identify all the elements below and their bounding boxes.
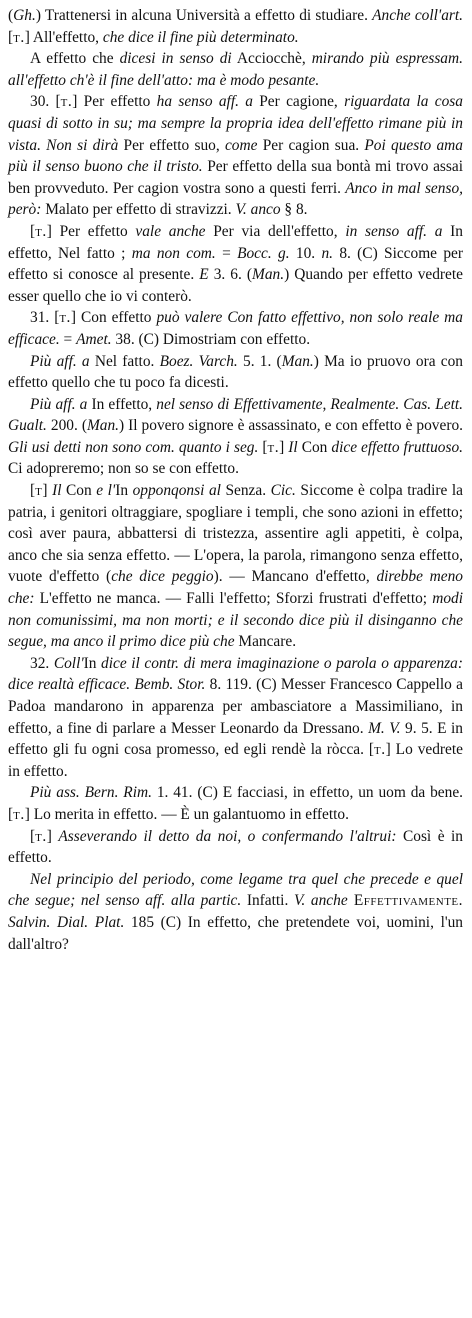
text-run: [ — [8, 28, 14, 46]
text-run: ] — [46, 827, 59, 845]
text-run: riguardata la cosa quasi di sotto in su; ma sempre la propria idea dell'effetto rimane più in vista. Non si dirà — [8, 93, 463, 154]
text-run: ] Lo merita in effetto. — È un galantuomo in effetto. — [24, 805, 349, 823]
text-run: A effetto che — [30, 50, 120, 68]
text-run: t. — [267, 438, 280, 456]
text-run: Acciocchè, — [231, 50, 312, 68]
entry-paragraph-p9 — [8, 653, 463, 783]
text-run: Mancare. — [234, 633, 297, 651]
text-run: t. — [35, 222, 47, 240]
entry-paragraph-p3 — [8, 91, 463, 221]
entry-paragraph-p8 — [8, 480, 463, 653]
text-run: = — [59, 330, 77, 348]
text-run: Per via dell'effetto, — [205, 222, 346, 240]
text-run: t. — [13, 28, 25, 46]
text-run: vale anche — [135, 222, 206, 240]
text-run: Infatti. — [241, 892, 294, 910]
text-run: in senso aff. a — [345, 222, 443, 240]
text-run: ( — [8, 7, 14, 24]
text-run: 32. — [30, 654, 54, 672]
text-run: dice effetto fruttuoso. — [331, 438, 463, 456]
entry-paragraph-p2 — [8, 48, 463, 91]
text-run: Asseverando il detto da noi, o confermando l'altrui: — [58, 827, 397, 845]
text-run: t. — [374, 741, 386, 759]
text-run: ] All'effetto, — [24, 28, 103, 46]
text-run: ) Trattenersi in alcuna Università a effetto di studiare. — [35, 7, 373, 24]
text-run: Cic. — [270, 482, 296, 500]
text-run: dicesi in senso di — [119, 50, 232, 68]
text-run: In effetto, — [87, 395, 157, 413]
text-run: [ — [30, 827, 36, 845]
text-run: Gh. — [13, 7, 36, 24]
text-run: direbbe meno che: — [8, 568, 463, 608]
text-run: come — [224, 136, 258, 154]
text-run: 8. (C) Siccome per effetto si conosce al presente. — [8, 244, 463, 284]
text-run: n. — [321, 244, 333, 262]
text-run: Per cagion sua. — [257, 136, 365, 154]
text-run: Siccome è colpa tradire la patria, i genitori oltraggiare, spogliare i templi, che sono azioni in effetto; così aver paura, abbattersi di tristezza, assentire agli appetiti, è colpa, anco che sia senza effetto. — L'opera, la parola, rimangono senza effetto, vuote d'effetto ( — [8, 482, 464, 586]
text-run: [ — [30, 482, 36, 500]
text-run: Per cagione, — [252, 93, 345, 111]
text-run: [ — [30, 222, 36, 240]
entry-paragraph-p12 — [8, 869, 463, 955]
text-run: Più ass. Bern. Rim. — [30, 784, 152, 802]
text-run: ) Ma io pruovo ora con effetto quello che tu poco fa dicesti. — [8, 352, 463, 392]
entry-paragraph-p5 — [8, 307, 463, 350]
text-run: ) Il povero signore è assassinato, e con effetto è povero. — [119, 417, 463, 435]
text-run: t. — [13, 805, 25, 823]
text-run: modi non comunissimi, ma non morti; e il secondo dice più il disinganno che segue, ma anco il primo dice più che — [8, 590, 463, 651]
text-run: In — [115, 482, 133, 500]
text-run: [ — [258, 438, 268, 456]
text-run: Man. — [86, 417, 120, 435]
text-run: mirando più espressam. all'effetto ch'è il fine dell'atto: ma è modo pesante. — [8, 50, 463, 89]
text-run: ] Per effetto — [46, 222, 136, 240]
text-run: Ci adopreremo; non so se con effetto. — [8, 460, 239, 478]
text-run: che dice il fine più determinato. — [102, 28, 299, 46]
text-run: Effettivamente. — [347, 892, 463, 910]
text-run: ha senso aff. a — [156, 93, 253, 111]
text-run: 185 (C) In effetto, che pretendete voi, uomini, l'un dall'altro? — [8, 913, 464, 953]
text-run: § 8. — [280, 201, 308, 219]
text-run: Nel principio del periodo, come legame tra quel che precede e quel che segue; nel senso aff. alla partic. — [8, 870, 463, 910]
text-run: ] Con effetto — [70, 309, 157, 327]
text-run: In effetto, Nel fatto ; — [8, 222, 463, 262]
text-run: ] Lo vedrete in effetto. — [8, 741, 463, 780]
text-run: t. — [35, 827, 47, 845]
text-run: t. — [59, 309, 71, 327]
text-run: Nel fatto. — [89, 352, 160, 370]
text-run: Boez. Varch. — [159, 352, 238, 370]
text-run: Salvin. Dial. Plat. — [8, 913, 125, 931]
text-run: 31. [ — [30, 309, 60, 327]
text-run: V. anco — [235, 201, 281, 219]
text-run: dice il contr. di mera imaginazione o parola o apparenza: dice realtà efficace. Bemb. Stor. — [8, 654, 463, 694]
text-run: ). — Mancano d'effetto, — [213, 568, 377, 586]
entry-paragraph-p11 — [8, 826, 463, 869]
text-run: Il — [288, 438, 298, 456]
text-run: opponqonsi al — [132, 482, 221, 500]
text-run: In — [83, 654, 102, 672]
text-run: t — [35, 482, 43, 500]
text-run: 1. 41. (C) E facciasi, in effetto, un uom da bene. [ — [8, 784, 463, 823]
text-run: e l' — [96, 482, 116, 500]
text-run: ] — [279, 438, 289, 456]
text-run: Il — [52, 482, 62, 500]
text-run: 10. — [289, 244, 322, 262]
text-run: ] — [42, 482, 53, 500]
text-run: 9. 5. E in effetto gli fu ogni cosa promesso, ed egli rendè la ròcca. [ — [8, 719, 463, 759]
text-run: V. anche — [293, 892, 348, 910]
text-run: Più aff. a — [30, 352, 90, 370]
text-run: Gli usi detti non sono com. quanto i seg. — [8, 438, 259, 456]
text-run: M. V. — [368, 719, 401, 737]
text-run: L'effetto ne manca. — Falli l'effetto; Sforzi frustrati d'effetto; — [34, 590, 433, 608]
text-run: Bocc. g. — [237, 244, 290, 262]
text-run: ) Quando per effetto vedrete esser quello che io vi conterò. — [8, 266, 463, 305]
text-run: Anche coll'art. — [372, 7, 463, 24]
text-run: ma non com. — [131, 244, 216, 262]
text-run: 8. 119. (C) Messer Francesco Cappello a Padoa mandarono in apparenza per ambasciatore a Massimiliano, in effetto, a fine di parlare a Messer Leonardo da Dressano. — [8, 676, 463, 737]
text-run: che dice peggio — [111, 568, 214, 586]
text-run: Per effetto suo, — [118, 136, 225, 154]
entry-paragraph-p4 — [8, 221, 463, 307]
text-run: Con — [61, 482, 97, 500]
text-run: = — [215, 244, 238, 262]
text-run: Man. — [281, 352, 314, 370]
text-run: Più aff. a — [30, 395, 88, 413]
text-run: 38. (C) Dimostriam con effetto. — [111, 330, 311, 348]
text-run: Coll' — [53, 654, 84, 672]
text-run: Anco in mal senso, però: — [8, 179, 463, 219]
text-run: nel senso di Effettivamente, Realmente. Cas. Lett. Gualt. — [8, 395, 464, 435]
text-run: ] Per effetto — [72, 93, 157, 111]
text-run: 5. 1. ( — [237, 352, 282, 370]
entry-paragraph-p6 — [8, 351, 463, 394]
text-run: Man. — [252, 266, 285, 284]
text-run: Senza. — [220, 482, 271, 500]
text-run: Per effetto della sua bontà mi trovo assai ben provveduto. Per cagion vostra sono a questi ferri. — [8, 158, 463, 197]
text-run: può valere Con fatto effettivo, non solo reale ma efficace. — [8, 309, 463, 348]
text-run: Così è in effetto. — [8, 827, 463, 867]
text-run: 200. ( — [46, 417, 87, 435]
text-run: 3. 6. ( — [208, 266, 253, 284]
text-run: Con — [297, 438, 332, 456]
text-run: 30. [ — [30, 93, 61, 111]
entry-paragraph-p1 — [8, 5, 463, 48]
text-run: Amet. — [76, 330, 112, 348]
text-run: E — [199, 266, 209, 284]
text-run: Malato per effetto di stravizzi. — [41, 201, 236, 219]
entry-paragraph-p7 — [8, 394, 463, 480]
text-run: t. — [60, 93, 73, 111]
entry-paragraph-p10 — [8, 782, 463, 825]
text-run: Poi questo ama più il senso buono che il tristo. — [8, 136, 463, 176]
